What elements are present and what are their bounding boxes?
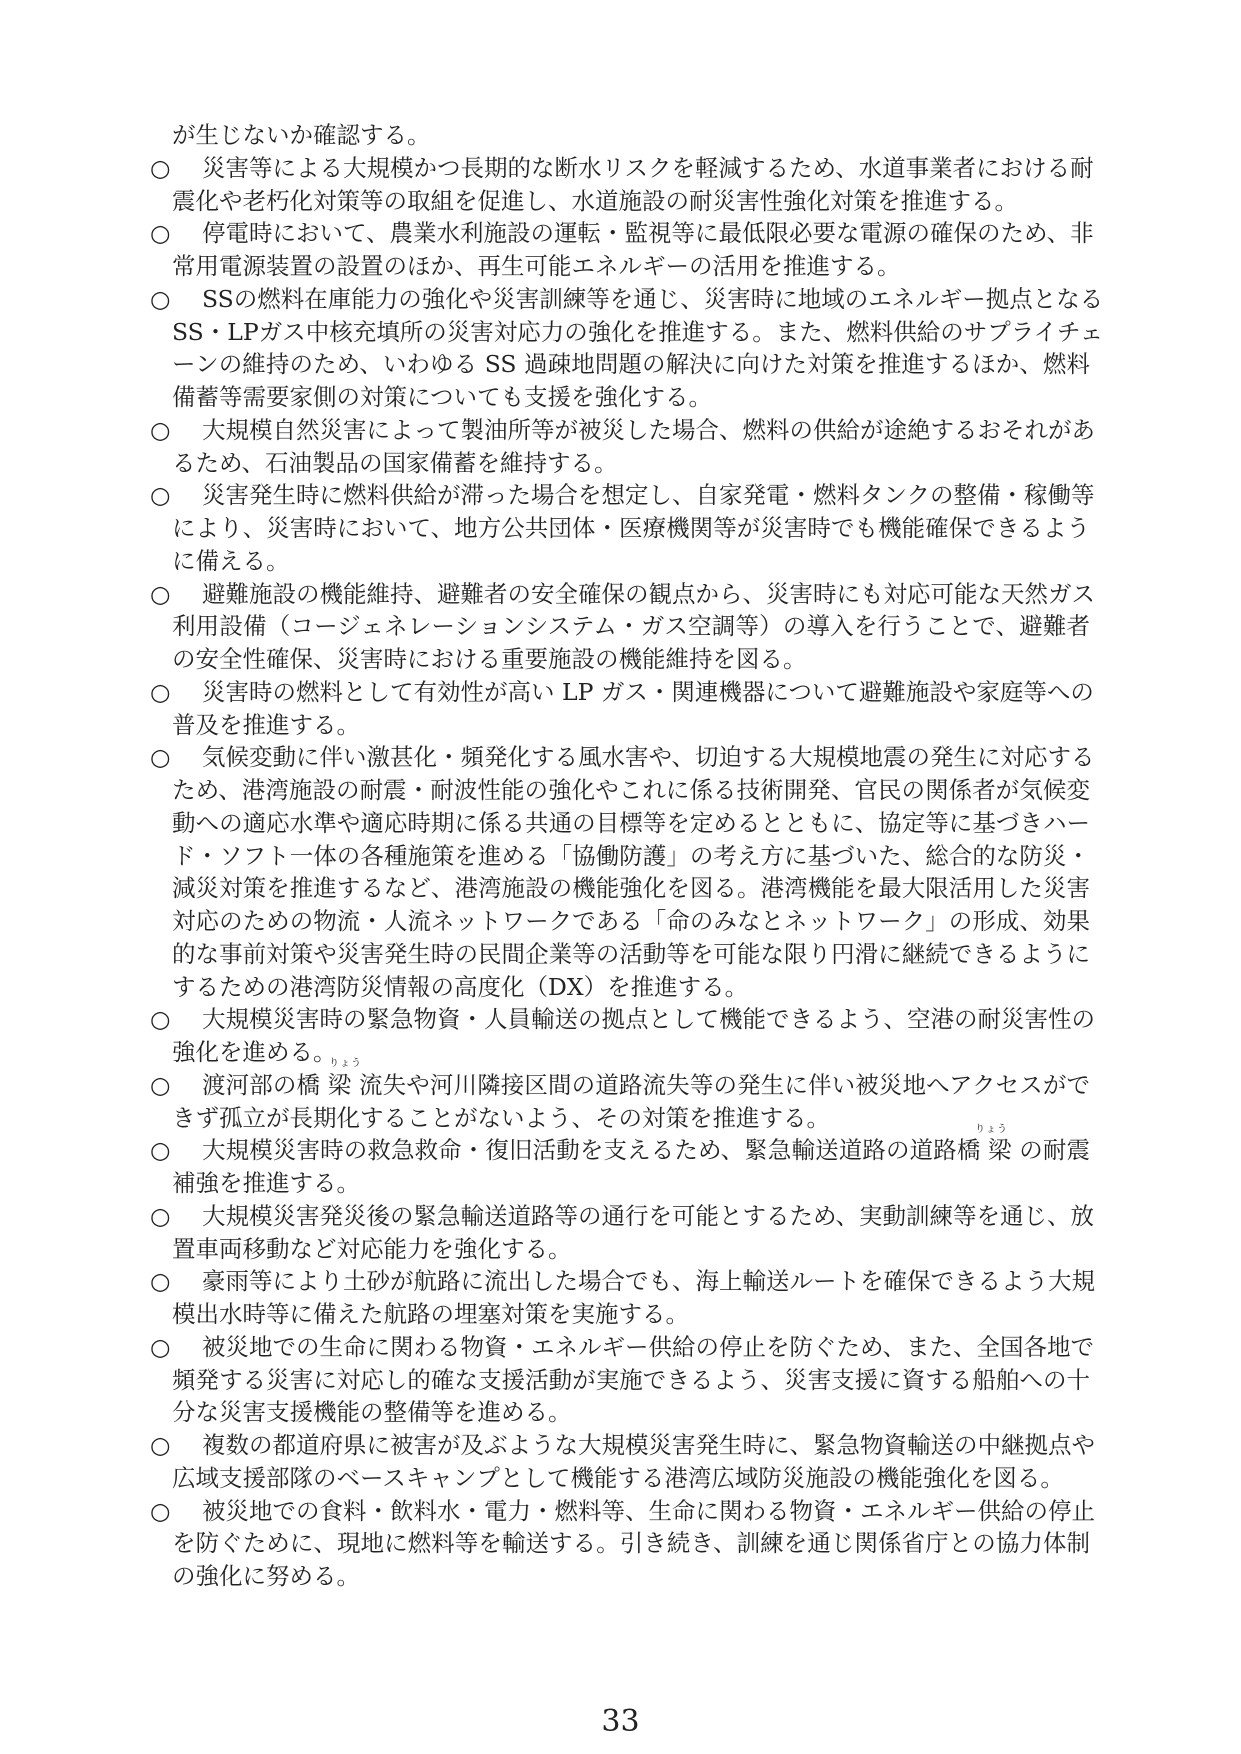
paragraph-line-text: 災害発生時に燃料供給が滞った場合を想定し、自家発電・燃料タンクの整備・稼働等 xyxy=(202,481,1095,510)
paragraph-line: きず孤立が長期化することがないよう、その対策を推進する。 xyxy=(172,1103,830,1132)
paragraph-line-text: 複数の都道府県に被害が及ぶような大規模災害発生時に、緊急物資輸送の中継拠点や xyxy=(202,1431,1095,1459)
bullet-paragraph-first-line xyxy=(150,1428,1095,1462)
bullet-marker: ○ xyxy=(150,481,171,510)
paragraph-line: ため、港湾施設の耐震・耐波性能の強化やこれに係る技術開発、官民の関係者が気候変 xyxy=(172,776,1090,804)
bullet-paragraph-first-line xyxy=(150,413,1095,447)
bullet-marker: ○ xyxy=(150,677,171,706)
ruby-annotation: りょう xyxy=(975,1124,1008,1135)
paragraph-line-text: 大規模災害発災後の緊急輸送道路等の通行を可能とするため、実動訓練等を通じ、放 xyxy=(202,1201,1095,1230)
bullet-paragraph-first-line xyxy=(150,1199,1095,1233)
bullet-marker: ○ xyxy=(150,1201,171,1230)
paragraph-line: 備蓄等需要家側の対策についても支援を強化する。 xyxy=(172,383,713,411)
bullet-marker: ○ xyxy=(150,579,171,608)
paragraph-line: を防ぐために、現地に燃料等を輸送する。引き続き、訓練を通じ関係省庁との協力体制 xyxy=(172,1529,1090,1558)
paragraph-line: SS・LPガス中核充填所の災害対応力の強化を推進する。また、燃料供給のサプライチェ xyxy=(172,317,1104,346)
paragraph-line-text: 豪雨等により土砂が航路に流出した場合でも、海上輸送ルートを確保できるよう大規 xyxy=(202,1267,1095,1296)
paragraph-line: 動への適応水準や適応時期に係る共通の目標等を定めるとともに、協定等に基づきハー xyxy=(172,808,1090,837)
bullet-paragraph-first-line xyxy=(150,478,1095,512)
paragraph-line: 置車両移動など対応能力を強化する。 xyxy=(172,1234,572,1263)
paragraph-line: 対応のための物流・人流ネットワークである「命のみなとネットワーク」の形成、効果 xyxy=(172,907,1090,935)
bullet-paragraph-first-line xyxy=(150,216,1094,250)
paragraph-line-text: 避難施設の機能維持、避難者の安全確保の観点から、災害時にも対応可能な天然ガス xyxy=(202,579,1095,608)
paragraph-line: 利用設備（コージェネレーションシステム・ガス空調等）の導入を行うことで、避難者 xyxy=(172,612,1090,641)
bullet-paragraph-first-line xyxy=(150,282,1104,316)
bullet-paragraph-first-line xyxy=(150,740,1095,774)
bullet-marker: ○ xyxy=(150,219,171,248)
bullet-paragraph-first-line xyxy=(150,1494,1095,1528)
bullet-paragraph-first-line xyxy=(150,1068,1090,1102)
paragraph-line: 震化や老朽化対策等の取組を促進し、水道施設の耐災害性強化対策を推進する。 xyxy=(172,186,1018,215)
paragraph-line: ド・ソフト一体の各種施策を進める「協働防護」の考え方に基づいた、総合的な防災・ xyxy=(172,841,1090,870)
paragraph-line: 分な災害支援機能の整備等を進める。 xyxy=(172,1398,572,1427)
paragraph-line-text: 被災地での生命に関わる物資・エネルギー供給の停止を防ぐため、また、全国各地で xyxy=(202,1332,1095,1361)
paragraph-line: 常用電源装置の設置のほか、再生可能エネルギーの活用を推進する。 xyxy=(172,252,901,280)
paragraph-line: の強化に努める。 xyxy=(172,1562,360,1590)
paragraph-line-text: 災害時の燃料として有効性が高い LP ガス・関連機器について避難施設や家庭等への xyxy=(202,677,1094,706)
paragraph-line: ーンの維持のため、いわゆる SS 過疎地問題の解決に向けた対策を推進するほか、燃料 xyxy=(172,350,1090,379)
bullet-marker: ○ xyxy=(150,1332,171,1361)
bullet-marker: ○ xyxy=(150,1267,171,1296)
paragraph-line-text: 停電時において、農業水利施設の運転・監視等に最低限必要な電源の確保のため、非 xyxy=(202,219,1094,248)
paragraph-line-text: 被災地での食料・飲料水・電力・燃料等、生命に関わる物資・エネルギー供給の停止 xyxy=(202,1496,1095,1525)
paragraph-line: するための港湾防災情報の高度化（DX）を推進する。 xyxy=(172,972,749,1001)
bullet-marker: ○ xyxy=(150,415,171,444)
paragraph-line-text: 災害等による大規模かつ長期的な断水リスクを軽減するため、水道事業者における耐 xyxy=(202,153,1094,182)
paragraph-line: の安全性確保、災害時における重要施設の機能維持を図る。 xyxy=(172,645,807,673)
paragraph-line: 模出水時等に備えた航路の埋塞対策を実施する。 xyxy=(172,1300,689,1328)
bullet-paragraph-first-line xyxy=(150,151,1094,185)
bullet-marker: ○ xyxy=(150,1431,171,1459)
bullet-paragraph-first-line xyxy=(150,1330,1095,1364)
paragraph-line: により、災害時において、地方公共団体・医療機関等が災害時でも機能確保できるよう xyxy=(172,514,1090,542)
bullet-marker: ○ xyxy=(150,1070,171,1099)
page-number: 33 xyxy=(601,1704,640,1739)
paragraph-line: 頻発する災害に対応し的確な支援活動が実施できるよう、災害支援に資する船舶への十 xyxy=(172,1365,1090,1394)
paragraph-line: 普及を推進する。 xyxy=(172,710,360,739)
paragraph-line: 強化を進める。 xyxy=(172,1038,337,1066)
paragraph-line: 減災対策を推進するなど、港湾施設の機能強化を図る。港湾機能を最大限活用した災害 xyxy=(172,874,1090,903)
paragraph-line: が生じないか確認する。 xyxy=(172,121,431,149)
paragraph-line: に備える。 xyxy=(172,546,290,575)
paragraph-line-text: 大規模自然災害によって製油所等が被災した場合、燃料の供給が途絶するおそれがあ xyxy=(202,415,1095,444)
bullet-paragraph-first-line xyxy=(150,1133,1090,1167)
ruby-annotation: りょう xyxy=(329,1058,362,1069)
bullet-paragraph-first-line xyxy=(150,577,1095,611)
paragraph-line: るため、石油製品の国家備蓄を維持する。 xyxy=(172,448,618,477)
paragraph-line: 補強を推進する。 xyxy=(172,1169,360,1197)
bullet-paragraph-first-line xyxy=(150,675,1094,709)
bullet-paragraph-first-line xyxy=(150,1002,1095,1036)
bullet-marker: ○ xyxy=(150,743,171,772)
paragraph-line-text: 渡河部の橋 梁 流失や河川隣接区間の道路流失等の発生に伴い被災地へアクセスがで xyxy=(202,1070,1090,1099)
paragraph-line: 広域支援部隊のベースキャンプとして機能する港湾広域防災施設の機能強化を図る。 xyxy=(172,1463,1064,1492)
paragraph-line-text: 大規模災害時の緊急物資・人員輸送の拠点として機能できるよう、空港の耐災害性の xyxy=(202,1005,1095,1034)
paragraph-line-text: 気候変動に伴い激甚化・頻発化する風水害や、切迫する大規模地震の発生に対応する xyxy=(202,743,1095,772)
bullet-paragraph-first-line xyxy=(150,1264,1095,1298)
bullet-marker: ○ xyxy=(150,1005,171,1034)
bullet-marker: ○ xyxy=(150,1136,171,1165)
bullet-marker: ○ xyxy=(150,153,171,182)
paragraph-line: 的な事前対策や災害発生時の民間企業等の活動等を可能な限り円滑に継続できるように xyxy=(172,939,1090,968)
paragraph-line-text: 大規模災害時の救急救命・復旧活動を支えるため、緊急輸送道路の道路橋 梁 の耐震 xyxy=(202,1136,1090,1165)
bullet-marker: ○ xyxy=(150,1496,171,1525)
paragraph-line-text: SSの燃料在庫能力の強化や災害訓練等を通じ、災害時に地域のエネルギー拠点となる xyxy=(202,284,1104,313)
bullet-marker: ○ xyxy=(150,284,171,313)
